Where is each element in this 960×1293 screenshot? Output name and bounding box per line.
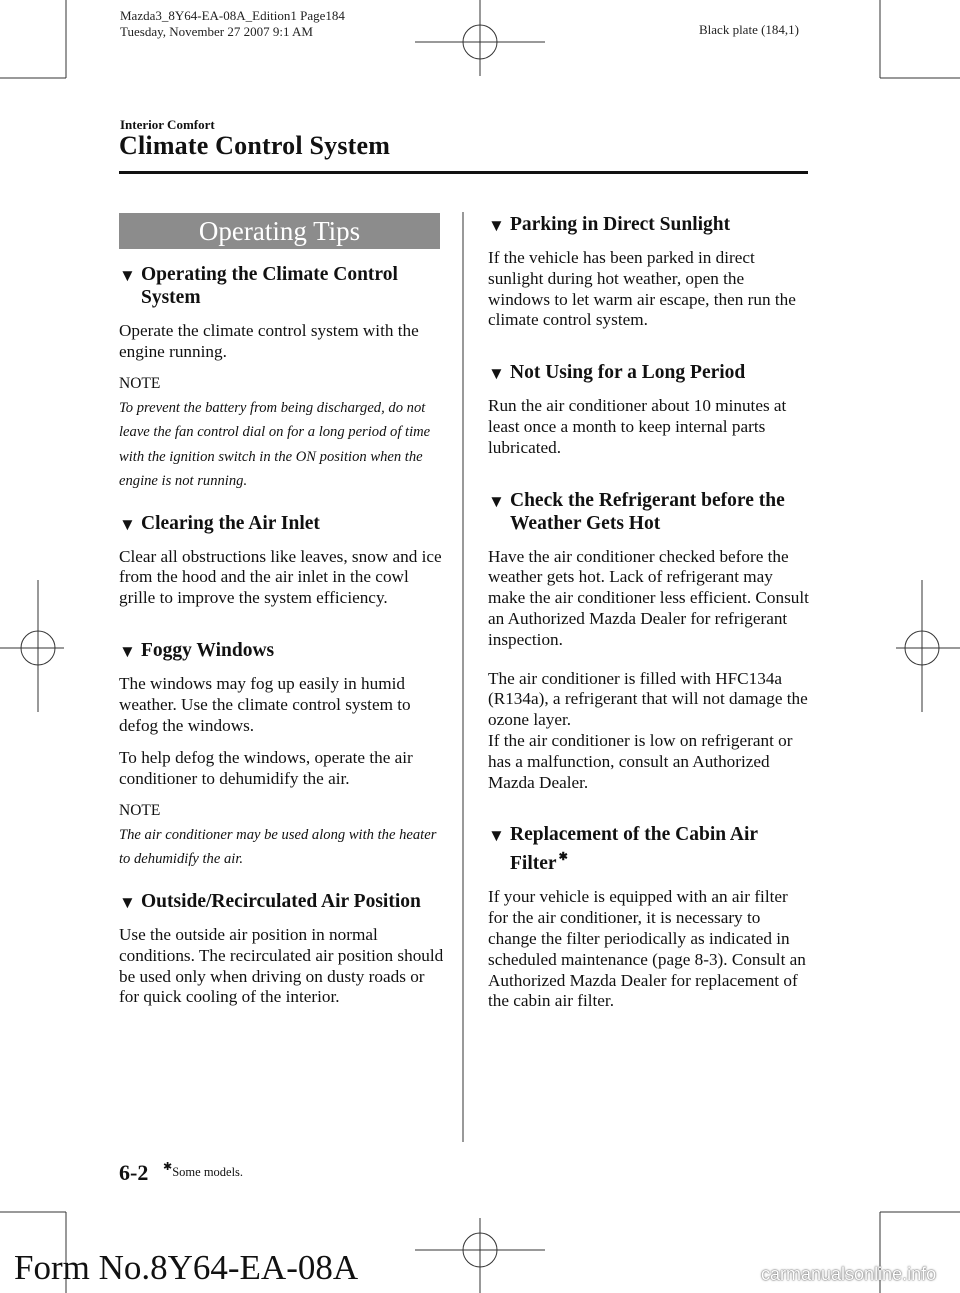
- heading-line1: Replacement of the Cabin Air: [510, 824, 759, 846]
- heading-text: Parking in Direct Sunlight: [510, 214, 731, 235]
- note-label: NOTE: [119, 801, 161, 819]
- date-line: Tuesday, November 27 2007 9:1 AM: [120, 24, 313, 39]
- title-rule: [119, 171, 808, 174]
- triangle-marker-icon: ▼: [119, 514, 136, 534]
- footer-models-note: [161, 1160, 243, 1181]
- heading-check-refrigerant: [488, 489, 810, 535]
- heading-clearing-inlet: [119, 512, 444, 535]
- right-column: [488, 213, 810, 1024]
- file-info: [120, 8, 345, 40]
- heading-text: Clearing the Air Inlet: [141, 512, 320, 534]
- asterisk-icon: ✱: [558, 851, 568, 864]
- body-outside-air: Use the outside air position in normal conditions. The recirculated air position should be used only when driving on dusty roads or for quick cooling of the interior.: [119, 924, 444, 1007]
- note-heater: The air conditioner may be used along with the heater to dehumidify the air.: [119, 826, 437, 868]
- page-title: Climate Control System: [119, 131, 391, 160]
- triangle-marker-icon: ▼: [119, 266, 136, 285]
- heading-outside-recirculated: [119, 890, 444, 913]
- body-operate-engine: Operate the climate control system with the engine running.: [119, 321, 419, 361]
- note-label: NOTE: [119, 374, 161, 392]
- heading-line1: Check the Refrigerant before the: [510, 489, 785, 511]
- triangle-marker-icon: ▼: [119, 892, 136, 912]
- heading-line2: System: [141, 287, 201, 308]
- body-dehumidify: To help defog the windows, operate the air conditioner to dehumidify the air.: [119, 748, 413, 789]
- heading-line1: Operating the Climate Control: [141, 264, 398, 285]
- plate-label: Black plate (184,1): [699, 22, 799, 37]
- heading-text: Outside/Recirculated Air Position: [141, 890, 421, 912]
- triangle-marker-icon: ▼: [488, 364, 505, 384]
- file-line: Mazda3_8Y64-EA-08A_Edition1 Page184: [120, 8, 345, 23]
- triangle-marker-icon: ▼: [488, 216, 505, 235]
- triangle-marker-icon: ▼: [488, 826, 505, 846]
- watermark-link[interactable]: carmanualsonline.info: [761, 1264, 937, 1284]
- section-label: Interior Comfort: [120, 117, 215, 132]
- heading-cabin-filter: [488, 823, 810, 875]
- heading-not-using: [488, 361, 810, 384]
- note-battery: To prevent the battery from being discharged, do not leave the fan control dial on for a long period of time with the ignition switch in the ON position when the engine is not running.: [119, 399, 431, 490]
- body-clear-obstructions: Clear all obstructions like leaves, snow and ice from the hood and the air inlet in the cowl grille to improve the system efficiency.: [119, 546, 442, 608]
- heading-line2: Weather Gets Hot: [510, 512, 661, 534]
- heading-foggy-windows: [119, 639, 444, 662]
- form-number: Form No.8Y64-EA-08A: [14, 1248, 359, 1287]
- body-low-refrigerant: If the air conditioner is low on refrigerant or has a malfunction, consult an Authorized Mazda Dealer.: [488, 730, 793, 792]
- heading-text: Not Using for a Long Period: [510, 362, 746, 384]
- heading-operating-climate: [119, 263, 444, 309]
- body-parking: If the vehicle has been parked in direct sunlight during hot weather, open the windows to let warm air escape, then run the climate control system.: [488, 248, 796, 330]
- triangle-marker-icon: ▼: [119, 641, 136, 661]
- body-cabin-filter: If your vehicle is equipped with an air filter for the air conditioner, it is necessary to change the filter periodically as indicated in scheduled maintenance (page 8-3). Consult an Authorized Mazda Dealer for replacement of the cabin air filter.: [488, 887, 806, 1011]
- asterisk-icon: ✱: [163, 1161, 173, 1173]
- models-note-text: Some models.: [172, 1165, 244, 1179]
- heading-line2: Filter: [510, 853, 557, 875]
- left-column: [119, 263, 444, 1020]
- heading-text: Foggy Windows: [141, 639, 275, 661]
- body-run-ac: Run the air conditioner about 10 minutes at least once a month to keep internal parts lubricated.: [488, 396, 787, 457]
- body-fog-humid: The windows may fog up easily in humid weather. Use the climate control system to defog the windows.: [119, 673, 411, 735]
- heading-parking-sunlight: [488, 213, 810, 236]
- triangle-marker-icon: ▼: [488, 491, 505, 511]
- page-number: 6-2: [119, 1160, 149, 1185]
- body-check-before-hot: Have the air conditioner checked before the weather gets hot. Lack of refrigerant may make the air conditioner less efficient. Consult an Authorized Mazda Dealer for refrigerant inspection.: [488, 546, 809, 649]
- body-hfc134a: The air conditioner is filled with HFC134a (R134a), a refrigerant that will not damage the ozone layer.: [488, 668, 808, 730]
- operating-tips-banner: Operating Tips: [119, 213, 440, 249]
